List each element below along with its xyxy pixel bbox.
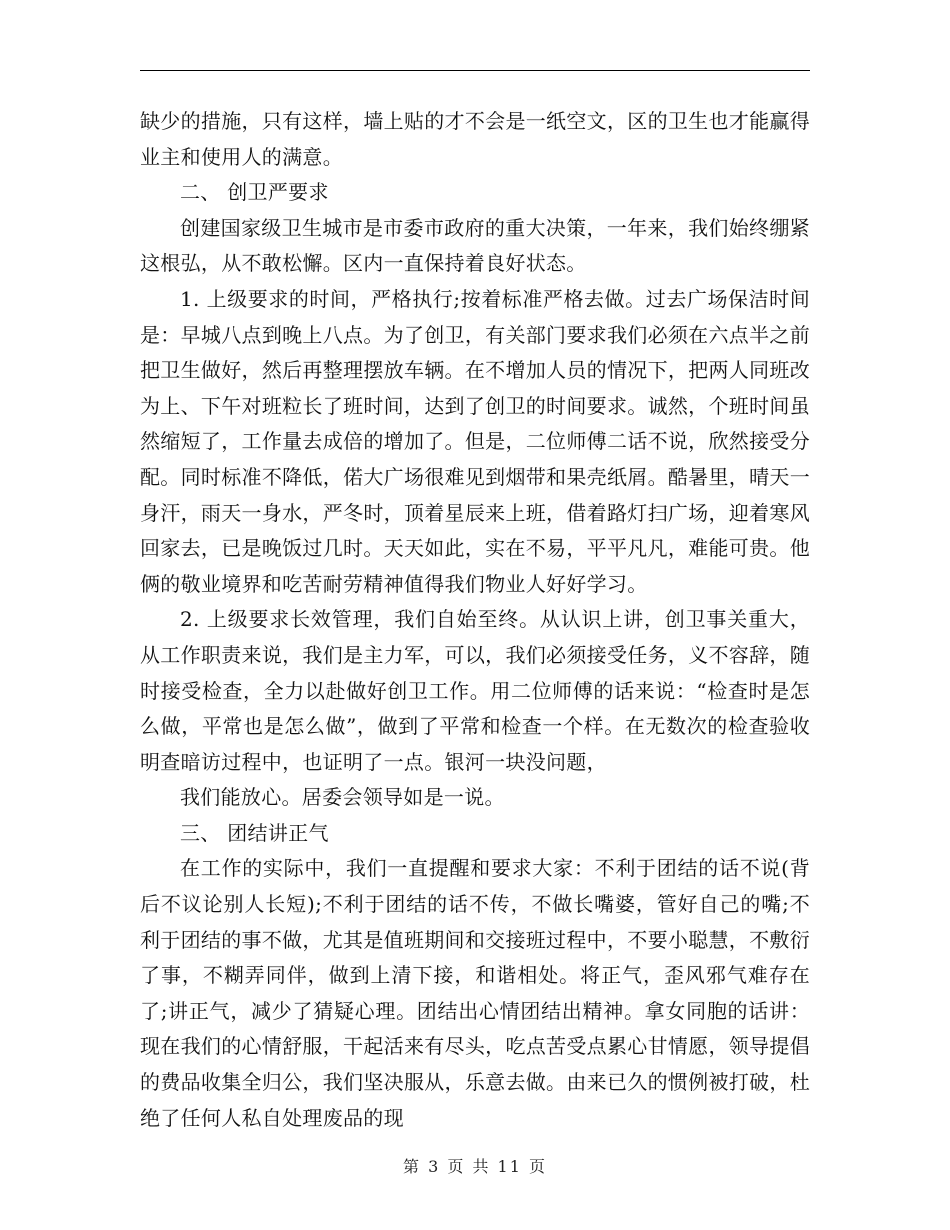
- header-rule: [140, 70, 810, 71]
- section-heading: 二、 创卫严要求: [180, 180, 329, 205]
- paragraph: 缺少的措施，只有这样，墙上贴的才不会是一纸空文，区的卫生也才能赢得业主和使用人的满意。: [140, 109, 810, 169]
- paragraph: 1. 上级要求的时间，严格执行;按着标准严格去做。过去广场保洁时间是：早城八点到晚上八点。为了创卫，有关部门要求我们必须在六点半之前把卫生做好，然后再整理摆放车辆。在不增加人员的情况下，把两人同班改为上、下午对班粒长了班时间，达到了创卫的时间要求。诚然，个班时间虽然缩短了，工作量去成倍的增加了。但是，二位师傅二话不说，欣然接受分配。同时标准不降低，偌大广场很难见到烟带和果壳纸屑。酷暑里，晴天一身汗，雨天一身水，严冬时，顶着星辰来上班，借着路灯扫广场，迎着寒风回家去，已是晚饭过几时。天天如此，实在不易，平平凡凡，难能可贵。他俩的敬业境界和吃苦耐劳精神值得我们物业人好好学习。: [140, 286, 810, 596]
- paragraph: 创建国家级卫生城市是市委市政府的重大决策，一年来，我们始终绷紧这根弘，从不敢松懈。区内一直保持着良好状态。: [140, 215, 810, 276]
- paragraph: 我们能放心。居委会领导如是一说。: [180, 785, 505, 810]
- page-number-footer: 第 3 页 共 11 页: [403, 1157, 547, 1176]
- paragraph: 在工作的实际中，我们一直提醒和要求大家：不利于团结的话不说(背后不议论别人长短);不利于团结的话不传，不做长嘴婆，管好自己的嘴;不利于团结的事不做，尤其是值班期间和交接班过程中，不要小聪慧，不敷衍了事，不糊弄同伴，做到上清下接，和谐相处。将正气，歪风邪气难存在了;讲正气，减少了猜疑心理。团结出心情团结出精神。拿女同胞的话讲：现在我们的心情舒服，干起活来有尽头，吃点苦受点累心甘情愿，领导提倡的费品收集全归公，我们坚决服从，乐意去做。由来已久的惯例被打破，杜绝了任何人私自处理废品的现: [140, 856, 810, 1130]
- document-body: [140, 104, 810, 1136]
- paragraph: 2. 上级要求长效管理，我们自始至终。从认识上讲，创卫事关重大，从工作职责来说，我们是主力军，可以，我们必须接受任务，义不容辞，随时接受检查，全力以赴做好创卫工作。用二位师傅的话来说：“检查时是怎么做，平常也是怎么做”，做到了平常和检查一个样。在无数次的检查验收明查暗访过程中，也证明了一点。银河一块没问题，: [140, 607, 810, 774]
- section-heading: 三、 团结讲正气: [180, 820, 329, 845]
